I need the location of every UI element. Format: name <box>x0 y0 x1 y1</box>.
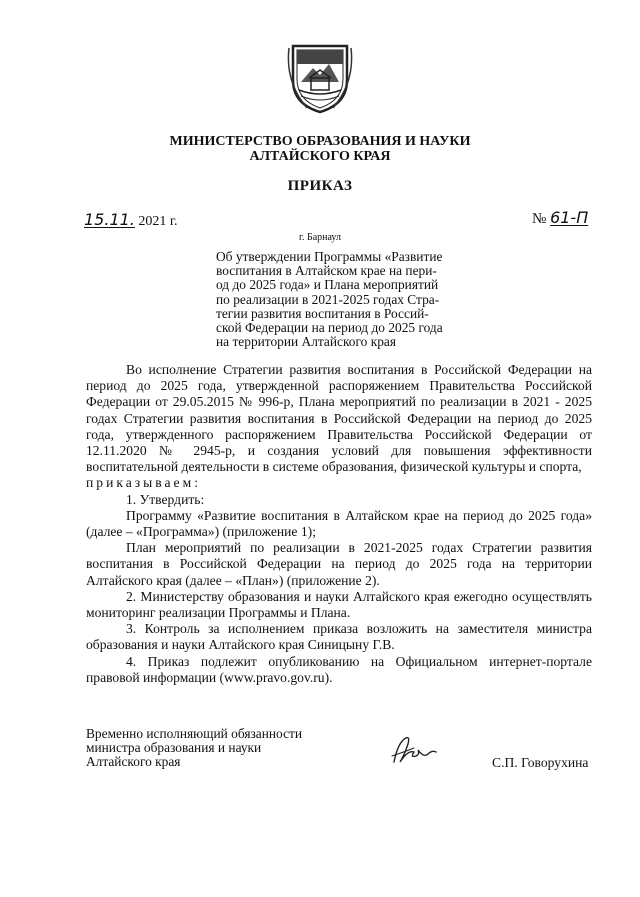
ministry-line-2: АЛТАЙСКОГО КРАЯ <box>249 149 391 164</box>
prikazyvayu: приказываем: <box>86 475 201 491</box>
item-2: 2. Министерству образования и науки Алтайского края ежегодно осуществлять мониторинг реализации Программы и Плана. <box>86 588 592 621</box>
item-1-program: Программу «Развитие воспитания в Алтайском крае на период до 2025 года» (далее – «Программа») (приложение 1); <box>86 507 592 540</box>
signatory-title-line-1: Временно исполняющий обязанности <box>86 726 303 741</box>
document-type: ПРИКАЗ <box>287 178 353 194</box>
subject-line: на территории Алтайского края <box>216 334 397 350</box>
number-prefix: № <box>532 211 547 227</box>
number-handwritten: 61-П <box>550 208 589 227</box>
order-body <box>86 362 592 686</box>
signatory-name: С.П. Говорухина <box>492 755 589 770</box>
subject-line: по реализации в 2021-2025 годах Стра- <box>216 291 440 307</box>
order-date <box>84 210 178 230</box>
subject-line: ской Федерации на период до 2025 года <box>216 320 443 336</box>
signatory-title-line-3: Алтайского края <box>86 754 181 770</box>
item-1: 1. Утвердить: <box>126 491 205 507</box>
subject-line: Об утверждении Программы «Развитие <box>216 249 443 264</box>
coat-of-arms-emblem <box>287 42 353 114</box>
city: г. Барнаул <box>299 232 341 243</box>
intro-text: Во исполнение Стратегии развития воспитания в Российской Федерации на период до 2025 года, утвержденной распоряжением Правительства Российской Федерации от 29.05.2015 № 996-р, Плана мероприятий по реализации в 2021 - 2025 годах Стратегии развития воспитания в Российской Федерации на период до 2025 года, утвержденного распоряжением Правительства Российской Федерации от 12.11.2020 № 2945-р, и создания условий для повышения эффективности воспитательной деятельности в системе образования, физической культуры и спорта, <box>86 362 592 475</box>
subject-line: воспитания в Алтайском крае на пери- <box>216 263 437 279</box>
date-year: 2021 г. <box>138 214 178 229</box>
ministry-name <box>0 134 640 164</box>
handwritten-signature <box>388 732 438 770</box>
item-1-plan: План мероприятий по реализации в 2021-2025 годах Стратегии развития воспитания в Российской Федерации на период до 2025 года на территории Алтайского края (далее – «План») (приложение 2). <box>86 540 592 588</box>
subject-line: од до 2025 года» и Плана мероприятий <box>216 277 439 293</box>
order-subject <box>216 249 443 350</box>
subject-line: тегии развития воспитания в Россий- <box>216 305 429 321</box>
intro-paragraph <box>86 362 592 492</box>
item-3: 3. Контроль за исполнением приказа возложить на заместителя министра образования и науки Алтайского края Синицыну Г.В. <box>86 621 592 653</box>
date-handwritten: 15.11. <box>84 210 135 229</box>
order-number <box>532 208 588 228</box>
signatory-title-line-2: министра образования и науки <box>86 740 262 756</box>
item-4: 4. Приказ подлежит опубликованию на Официальном интернет-портале правовой информации (www.pravo.gov.ru). <box>86 653 592 685</box>
signatory-title <box>86 727 302 770</box>
ministry-line-1: МИНИСТЕРСТВО ОБРАЗОВАНИЯ И НАУКИ <box>169 134 471 149</box>
